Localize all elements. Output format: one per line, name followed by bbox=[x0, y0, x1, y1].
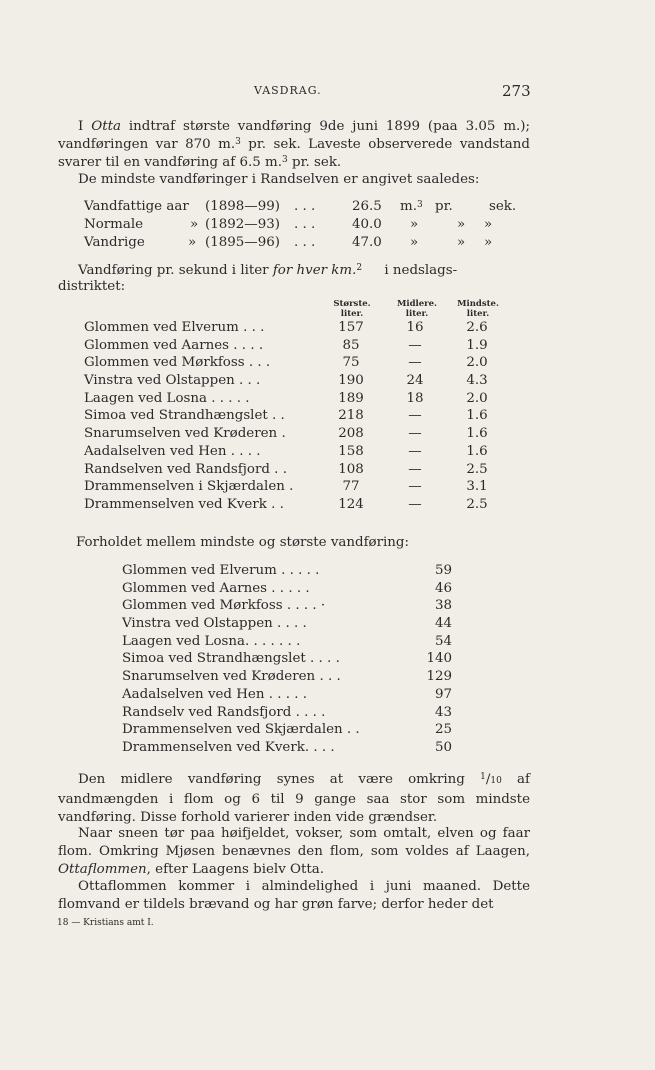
page-number: 273 bbox=[502, 82, 531, 100]
paragraph-randselven: De mindste vandføringer i Randselven er angivet saaledes: bbox=[78, 172, 480, 187]
discharge-intro-cont: distriktet: bbox=[58, 279, 126, 294]
paragraph-mean-discharge: Den midlere vandføring synes at være omkring $^1$/10 af vandmængden i flom og 6 til 9 gange saa stor som mindste vandføring. Disse forhold varierer inden vide grændser. bbox=[58, 772, 530, 825]
relation-heading: Forholdet mellem mindste og største vandføring: bbox=[76, 535, 409, 550]
running-header: VASDRAG. bbox=[254, 84, 322, 97]
paragraph-ottaflommen: Ottaflommen kommer i almindelighed i juni maaned. Dette flomvand er tildels brævand og har grøn farve; derfor heder det bbox=[58, 879, 530, 912]
signature-footer: 18 — Kristians amt I. bbox=[57, 918, 154, 928]
paragraph-snowmelt: Naar sneen tør paa høifjeldet, vokser, som omtalt, elven og faar flom. Omkring Mjøsen benævnes den flom, som voldes af Laagen, Ottaflommen, efter Laagens bielv Otta. bbox=[58, 826, 530, 877]
col-header-min: Mindste. liter. bbox=[457, 299, 499, 319]
col-header-max: Største. liter. bbox=[333, 299, 371, 319]
paragraph-otta-flood: I Otta indtraf største vandføring 9de juni 1899 (paa 3.05 m.); vandføringen var 870 m.$^3$ pr. sek. Laveste observerede vandstand svarer til en vandføring af 6.5 m.$^3$ pr. sek. bbox=[58, 119, 531, 170]
col-header-mid: Midlere. liter. bbox=[396, 299, 438, 319]
document-page: VASDRAG. 273 I Otta indtraf største vandføring 9de juni 1899 (paa 3.05 m.); vandføringen var 870 m.$^3$ pr. sek. Laveste observerede vandstand svarer til en vandføring af 6.5 m.$^3$ pr. sek. De mindste vandføringer i Randselven er angivet saaledes: Vandfattige aar (1898—99) . . . 26.5 m.$^3$ pr. sek. Normale » (1892—93) . . . 40.0 » » » Vandrige » (1895—96) . . . 47.0 » » » Vandføring pr. sekund i liter for hver km.$^2$ i nedslags- distriktet: Største. liter. Midlere. liter. Mindste. liter. Glommen ved Elverum . . . 157 16 2.6 Glommen ved Aarnes . . . . 85 — 1.9 Glommen ved Mørkfoss . . . 75 — 2.0 Vinstra ved Olstappen . . . 190 24 4.3 Laagen ved Losna . . . . . 189 18 2.0 Simoa ved Strandhængslet . . 218 — 1.6 Snarumselven ved Krøderen . 208 — 1.6 Aadalselven ved Hen . . . . 158 — 1.6 Randselven ved Randsfjord . . 108 — 2.5 Drammenselven i Skjærdalen . 77 — 3.1 Drammenselven ved Kverk . . 124 — 2.5 Forholdet mellem mindste og største vandføring: Glommen ved Elverum . . . . . 59 Glommen ved Aarnes . . . . . 46 Glommen ved Mørkfoss . . . . · 38 Vinstra ved Olstappen . . . . 44 Laagen ved Losna. . . . . . . 54 Simoa ved Strandhængslet . . . . 140 Snarumselven ved Krøderen . . . 129 Aadalselven ved Hen . . . . . 97 Randselv ved Randsfjord . . . . 43 Drammenselven ved Skjærdalen . . 25 Drammenselven ved Kverk. . . . 50 Den midlere vandføring synes at være omkring $^1$/10 af vandmængden i flom og 6 til 9 gange saa stor som mindste vandføring. Disse forhold varierer inden vide grændser. Naar sneen tør paa høifjeldet, vokser, som omtalt, elven og faar flom. Omkring Mjøsen benævnes den flom, som voldes af Laagen, Ottaflommen, efter Laagens bielv Otta. Ottaflommen kommer i almindelighed i juni maaned. Dette flomvand er tildels brævand og har grøn farve; derfor heder det 18 — Kristians amt I. bbox=[57, 82, 531, 928]
discharge-intro: Vandføring pr. sekund i liter for hver km.$^2$ i nedslags- bbox=[78, 263, 458, 278]
